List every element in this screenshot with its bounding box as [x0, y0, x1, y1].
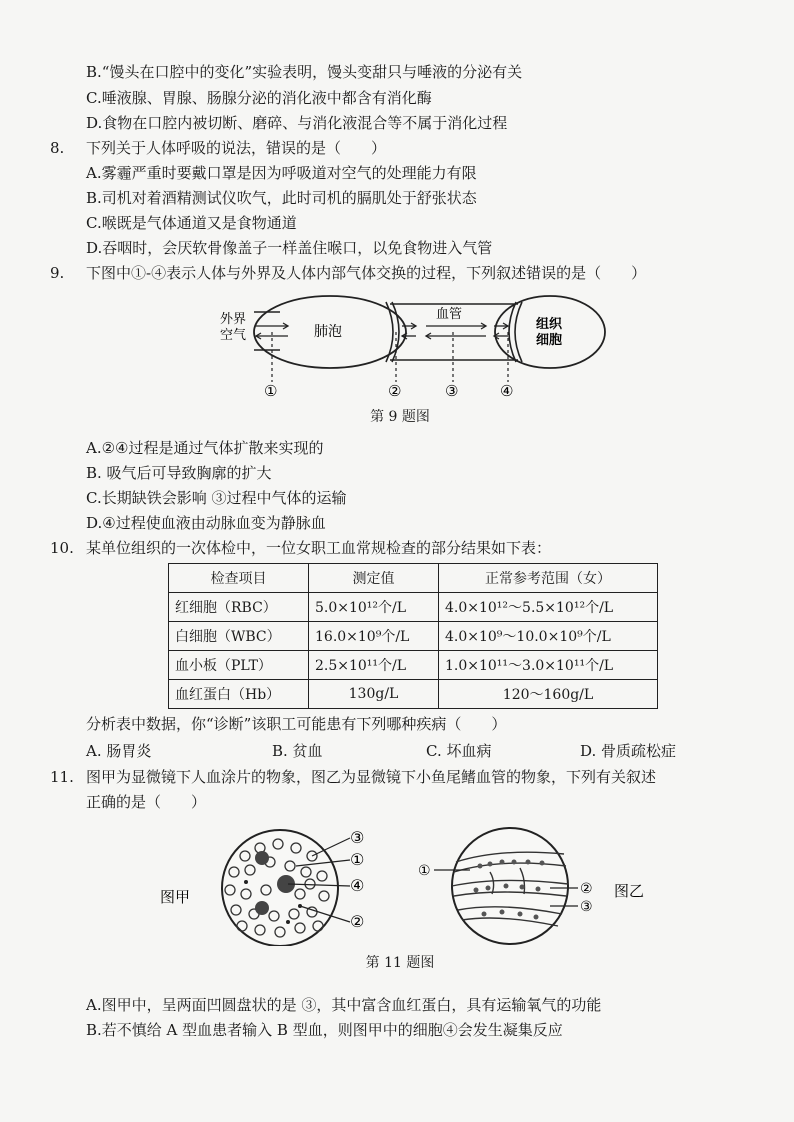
marker-3: ③ [445, 382, 459, 400]
q11-option-a: A.图甲中，呈两面凹圆盘状的是 ③，其中富含血红蛋白，具有运输氧气的功能 [86, 996, 602, 1014]
figure-b-label: 图乙 [614, 882, 645, 900]
q8-option-a: A.雾霾严重时要戴口罩是因为呼吸道对空气的处理能力有限 [86, 164, 477, 182]
q11-stem-line-1: 图甲为显微镜下人血涂片的物象，图乙为显微镜下小鱼尾鳍血管的物象，下列有关叙述 [86, 768, 657, 786]
q10-analysis: 分析表中数据，你“诊断”该职工可能患有下列哪种疾病（ ） [86, 715, 507, 733]
q10-stem: 某单位组织的一次体检中，一位女职工血常规检查的部分结果如下表： [86, 539, 552, 557]
figure-a-marker-1: ① [350, 850, 365, 869]
table-row [169, 680, 658, 709]
q7-option-c: C.唾液腺、胃腺、肠腺分泌的消化液中都含有消化酶 [86, 89, 432, 107]
table-cell: 5.0×10¹²个/L [309, 593, 439, 622]
figure-a-marker-2: ② [350, 912, 365, 931]
table-row [169, 622, 658, 651]
marker-leaders [272, 332, 508, 382]
marker-2: ② [388, 382, 402, 400]
q9-option-b: B. 吸气后可导致胸廓的扩大 [86, 464, 272, 482]
figure-b-marker-2: ② [580, 881, 593, 897]
tissue-cell-shape [495, 296, 605, 368]
vessel-right-wall [515, 302, 522, 362]
table-cell: 2.5×10¹¹个/L [309, 651, 439, 680]
table-cell: 红细胞（RBC） [169, 593, 309, 622]
table-header: 测定值 [309, 564, 439, 593]
q11-stem-line-2: 正确的是（ ） [86, 793, 207, 811]
q9-option-d: D.④过程使血液由动脉血变为静脉血 [86, 514, 326, 532]
table-header-row [169, 564, 658, 593]
q11-caption: 第 11 题图 [365, 955, 435, 971]
fish-tail-circle [452, 828, 568, 944]
table-cell: 血小板（PLT） [169, 651, 309, 680]
q9-stem: 下图中①-④表示人体与外界及人体内部气体交换的过程，下列叙述错误的是（ ） [86, 264, 647, 282]
tissue-label-1: 组织 [536, 317, 563, 332]
table-row [169, 651, 658, 680]
table-cell: 16.0×10⁹个/L [309, 622, 439, 651]
q11-option-b: B.若不慎给 A 型血患者输入 B 型血，则图甲中的细胞④会发生凝集反应 [86, 1021, 563, 1039]
table-cell: 白细胞（WBC） [169, 622, 309, 651]
marker-4: ④ [500, 382, 514, 400]
table-cell: 4.0×10¹²～5.5×10¹²个/L [439, 593, 658, 622]
table-cell: 血红蛋白（Hb） [169, 680, 309, 709]
q10-option-a: A. 肠胃炎 [86, 742, 152, 760]
q7-option-b: B.“馒头在口腔中的变化”实验表明，馒头变甜只与唾液的分泌有关 [86, 63, 523, 81]
figure-a-label: 图甲 [160, 888, 191, 906]
outside-air-label-2: 空气 [220, 328, 247, 343]
q7-option-d: D.食物在口腔内被切断、磨碎、与消化液混合等不属于消化过程 [86, 114, 508, 132]
figure-b-marker-3: ③ [580, 899, 593, 915]
q8-stem: 下列关于人体呼吸的说法，错误的是（ ） [86, 139, 387, 157]
outside-air-label-1: 外界 [220, 312, 247, 327]
q10-option-d: D. 骨质疏松症 [580, 742, 677, 760]
table-header: 检查项目 [169, 564, 309, 593]
q9-caption: 第 9 题图 [370, 409, 430, 425]
q10-option-c: C. 坏血病 [426, 742, 492, 760]
table-cell: 4.0×10⁹～10.0×10⁹个/L [439, 622, 658, 651]
q8-option-d: D.吞咽时，会厌软骨像盖子一样盖住喉口，以免食物进入气管 [86, 239, 493, 257]
table-header: 正常参考范围（女） [439, 564, 658, 593]
q11-microscope-diagram [150, 822, 660, 946]
figure-a-marker-3: ③ [350, 828, 365, 847]
q8-option-b: B.司机对着酒精测试仪吹气，此时司机的膈肌处于舒张状态 [86, 189, 477, 207]
tissue-label-2: 细胞 [536, 333, 563, 348]
q8-option-c: C.喉既是气体通道又是食物通道 [86, 214, 297, 232]
table-cell: 120～160g/L [439, 680, 658, 709]
q11-number: 11. [50, 768, 74, 786]
marker-1: ① [264, 382, 278, 400]
figure-b-marker-1: ① [418, 863, 431, 879]
q9-option-c: C.长期缺铁会影响 ③过程中气体的运输 [86, 489, 347, 507]
q8-number: 8. [50, 139, 65, 157]
exchange-arrows [256, 323, 508, 339]
table-cell: 1.0×10¹¹～3.0×10¹¹个/L [439, 651, 658, 680]
q10-number: 10. [50, 539, 74, 557]
table-cell: 130g/L [309, 680, 439, 709]
vessel-label: 血管 [436, 307, 463, 322]
figure-a-marker-4: ④ [350, 876, 365, 895]
q9-gas-exchange-diagram [210, 290, 610, 406]
table-row [169, 593, 658, 622]
q10-option-b: B. 贫血 [272, 742, 323, 760]
blood-test-table [168, 563, 658, 709]
q9-number: 9. [50, 264, 65, 282]
alveolus-label: 肺泡 [314, 324, 342, 340]
q9-option-a: A.②④过程是通过气体扩散来实现的 [86, 439, 324, 457]
